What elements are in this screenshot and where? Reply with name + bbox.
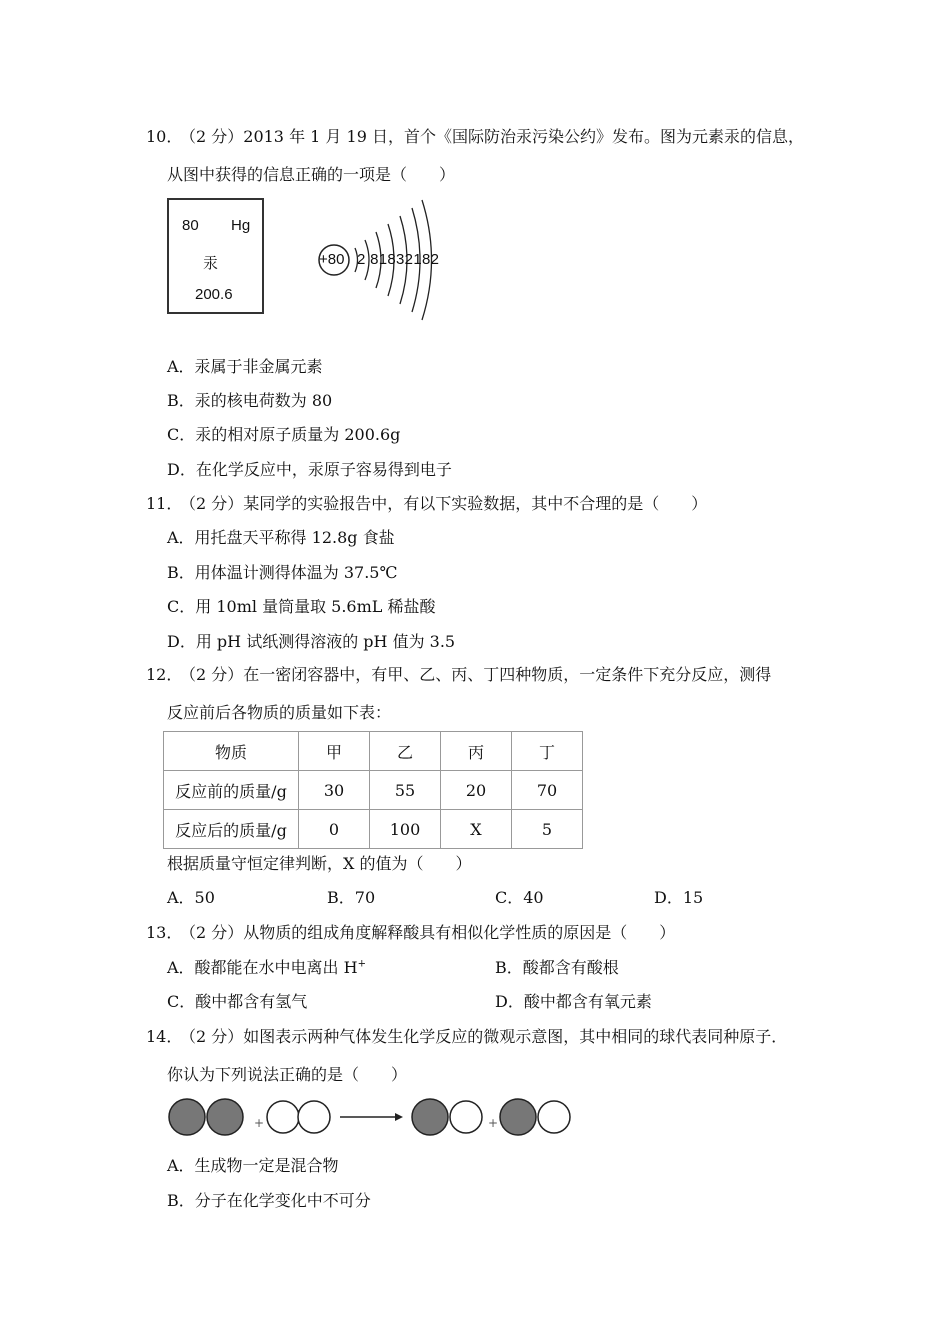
- q14-option-a: A．生成物一定是混合物: [167, 1156, 339, 1175]
- dark-atom: [169, 1099, 205, 1135]
- element-symbol: Hg: [231, 217, 251, 234]
- q14-stem-line1: [146, 1027, 787, 1047]
- table-header-cell: 丙: [441, 732, 512, 771]
- atomic-number: 80: [182, 217, 199, 234]
- table-header-cell: 丁: [512, 732, 583, 771]
- q10-stem-line1: [146, 127, 804, 147]
- q13-option-b: B．酸都含有酸根: [495, 958, 619, 977]
- q12-option-d: D．15: [654, 888, 704, 907]
- q10-stem-text1: （2 分）2013 年 1 月 19 日，首个《国际防治汞污染公约》发布。图为元素汞的信息，: [180, 127, 804, 146]
- q10-option-a: A．汞属于非金属元素: [167, 357, 323, 376]
- mercury-element-card: [167, 198, 264, 314]
- q14-number: 14．: [146, 1027, 183, 1046]
- q12-stem-line1: [146, 665, 771, 685]
- table-cell: 70: [512, 771, 583, 810]
- q12-option-b: B．70: [327, 888, 376, 907]
- table-cell: 5: [512, 810, 583, 849]
- q11-option-d: D．用 pH 试纸测得溶液的 pH 值为 3.5: [167, 632, 456, 651]
- q13-option-a: [167, 958, 366, 978]
- q11-stem-text: （2 分）某同学的实验报告中，有以下实验数据，其中不合理的是（ ）: [180, 494, 708, 513]
- q13-stem-line: [146, 923, 675, 943]
- white-atom: [538, 1101, 570, 1133]
- table-cell: 0: [299, 810, 370, 849]
- table-header-cell: 乙: [370, 732, 441, 771]
- dark-atom: [412, 1099, 448, 1135]
- mass-table: [163, 731, 583, 849]
- q10-option-c: C．汞的相对原子质量为 200.6g: [167, 425, 401, 444]
- dark-atom: [500, 1099, 536, 1135]
- q14-stem-text1: （2 分）如图表示两种气体发生化学反应的微观示意图，其中相同的球代表同种原子．: [180, 1027, 788, 1046]
- white-atom: [450, 1101, 482, 1133]
- table-row: [164, 771, 583, 810]
- table-cell: X: [441, 810, 512, 849]
- q13-option-d: D．酸中都含有氧元素: [495, 992, 652, 1011]
- q13-number: 13．: [146, 923, 183, 942]
- table-header-cell: 物质: [164, 732, 299, 771]
- q12-number: 12．: [146, 665, 183, 684]
- table-cell: 反应前的质量/g: [164, 771, 299, 810]
- white-atom: [298, 1101, 330, 1133]
- atomic-mass: 200.6: [195, 286, 233, 303]
- q14-stem-line2: 你认为下列说法正确的是（ ）: [167, 1065, 408, 1084]
- q10-option-d: D．在化学反应中，汞原子容易得到电子: [167, 460, 452, 479]
- q12-stem-line3: 根据质量守恒定律判断，X 的值为（ ）: [167, 854, 472, 873]
- electron-shells: 2 81832182: [357, 251, 440, 268]
- nucleus-charge: +80: [319, 251, 345, 268]
- q10-option-b: B．汞的核电荷数为 80: [167, 391, 333, 410]
- q11-stem-line: [146, 494, 707, 514]
- dark-atom: [207, 1099, 243, 1135]
- q13-option-c: C．酸中都含有氢气: [167, 992, 308, 1011]
- q10-stem-line2: 从图中获得的信息正确的一项是（ ）: [167, 165, 456, 184]
- white-atom: [267, 1101, 299, 1133]
- q12-option-c: C．40: [495, 888, 544, 907]
- q14-option-b: B．分子在化学变化中不可分: [167, 1191, 371, 1210]
- reaction-diagram: [160, 1093, 580, 1143]
- q12-stem-line2: 反应前后各物质的质量如下表：: [167, 703, 392, 722]
- q11-option-a: A．用托盘天平称得 12.8g 食盐: [167, 528, 395, 547]
- reaction-plus-1: +: [254, 1116, 265, 1130]
- q12-option-a: A．50: [167, 888, 215, 907]
- table-row: [164, 810, 583, 849]
- table-header-row: [164, 732, 583, 771]
- q13-option-a-text: A．酸都能在水中电离出 H: [167, 958, 358, 977]
- reaction-plus-2: +: [488, 1116, 499, 1130]
- table-cell: 55: [370, 771, 441, 810]
- q11-number: 11．: [146, 494, 183, 513]
- table-cell: 反应后的质量/g: [164, 810, 299, 849]
- q10-number: 10．: [146, 127, 183, 146]
- table-cell: 30: [299, 771, 370, 810]
- q11-option-b: B．用体温计测得体温为 37.5℃: [167, 563, 398, 582]
- table-cell: 20: [441, 771, 512, 810]
- element-name: 汞: [203, 254, 219, 272]
- q13-stem-text: （2 分）从物质的组成角度解释酸具有相似化学性质的原因是（ ）: [180, 923, 676, 942]
- q13-option-a-superscript: +: [357, 958, 366, 970]
- reaction-arrow-head: [395, 1113, 403, 1121]
- q12-stem-text1: （2 分）在一密闭容器中，有甲、乙、丙、丁四种物质，一定条件下充分反应，测得: [180, 665, 772, 684]
- table-header-cell: 甲: [299, 732, 370, 771]
- table-cell: 100: [370, 810, 441, 849]
- q11-option-c: C．用 10ml 量筒量取 5.6mL 稀盐酸: [167, 597, 436, 616]
